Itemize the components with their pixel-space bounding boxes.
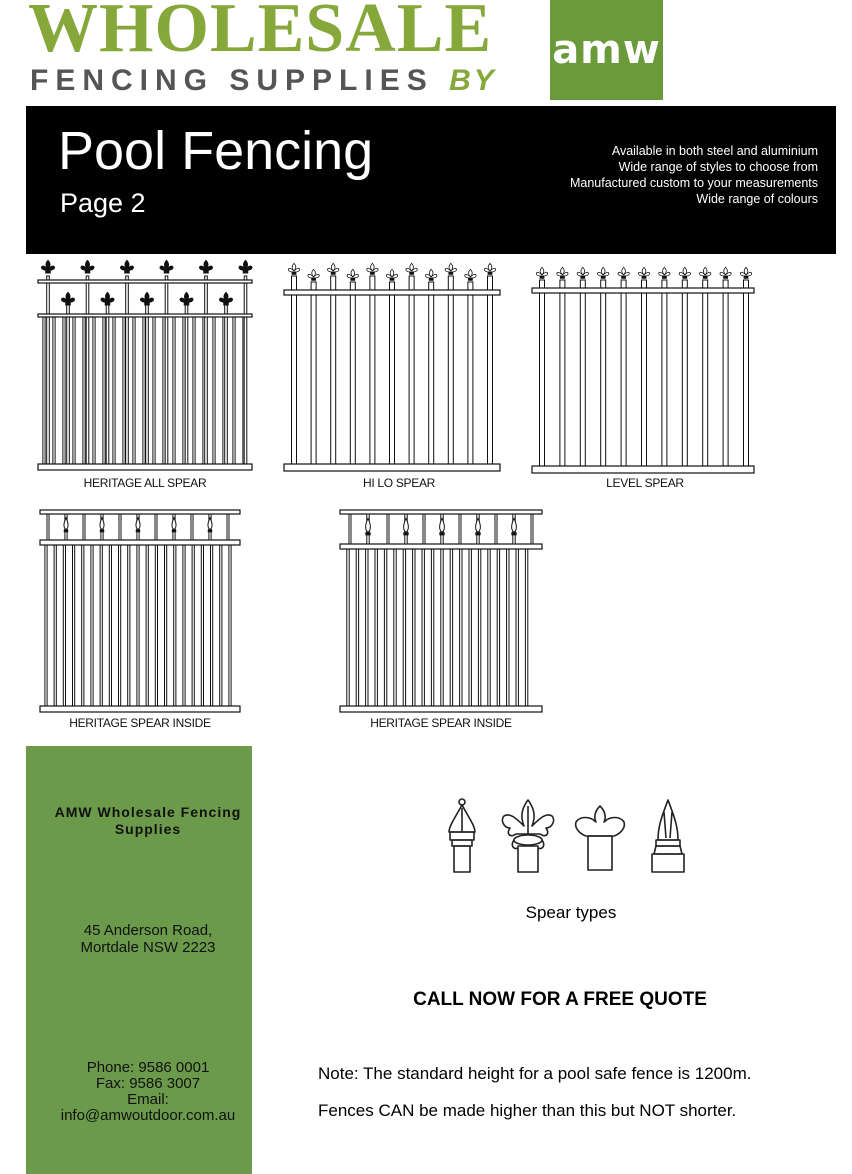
spear-collar (642, 276, 647, 279)
fence-picket (109, 542, 111, 710)
spear-collar (64, 530, 69, 533)
fence-picket (682, 280, 687, 470)
fence-rail (340, 544, 542, 549)
spear-collar (580, 276, 585, 279)
fence-heritage-spear-inside-drawing (38, 506, 242, 714)
fence-picket (531, 514, 533, 544)
spear-head-icon (557, 267, 568, 276)
fence-picket (47, 514, 49, 540)
fence-picket (73, 542, 75, 710)
spear-head-icon (618, 267, 629, 276)
spear-collar (723, 276, 728, 279)
fence-picket (621, 280, 626, 470)
spear-collar (184, 302, 190, 305)
trefoil-spear-icon (576, 806, 625, 870)
fence-picket (349, 514, 351, 544)
spear-head-icon (140, 292, 153, 302)
fence-picket (86, 276, 89, 468)
fence-picket (123, 314, 125, 468)
spear-head-icon (41, 260, 54, 270)
spear-head-icon (465, 269, 476, 278)
fence-rail (40, 706, 240, 712)
spear-collar (370, 272, 375, 275)
fence-picket (507, 546, 509, 710)
fence-picket (225, 304, 228, 468)
spear-head-icon (577, 267, 588, 276)
spear-head-icon (219, 292, 232, 302)
fence-picket (495, 514, 497, 544)
company-address (40, 922, 256, 956)
fence-picket (384, 546, 386, 710)
spear-collar (203, 270, 209, 273)
fence-picket (126, 276, 129, 468)
spear-collar (744, 276, 749, 279)
spear-collar (223, 302, 229, 305)
fence-picket (229, 542, 231, 710)
page-subtitle: Page 2 (60, 188, 146, 218)
fence-picket (347, 546, 349, 710)
fence-picket (403, 546, 405, 710)
fence-hi-lo-spear-drawing (282, 262, 504, 474)
spear-types-illustration (440, 798, 700, 882)
fence-caption: HERITAGE ALL SPEAR (83, 476, 207, 490)
fence-picket (119, 542, 121, 710)
logo-by-label: BY (449, 64, 497, 97)
fence-picket (441, 546, 443, 710)
fax-number: Fax: 9586 3007 (95, 1075, 201, 1092)
spear-head-icon (700, 267, 711, 276)
spear-collar (488, 272, 493, 275)
fence-picket (387, 514, 389, 544)
spear-collar (243, 270, 249, 273)
fence-picket (662, 280, 667, 470)
company-name: AMW Wholesale Fencing Supplies (54, 804, 242, 837)
height-note: Fences CAN be made higher than this but NOT shorter. (318, 1101, 737, 1120)
spear-head-icon (638, 267, 649, 276)
fence-picket (390, 282, 395, 468)
fence-picket (488, 546, 490, 710)
spear-collar (124, 270, 130, 273)
fence-picket (375, 546, 377, 710)
fence-picket (93, 314, 95, 468)
spear-head-icon (406, 263, 417, 272)
fence-picket (233, 314, 235, 468)
spear-collar (468, 278, 473, 281)
fence-level-spear-drawing (530, 264, 758, 476)
spear-collar (621, 276, 626, 279)
fence-rail (38, 314, 252, 317)
fence-picket (370, 276, 375, 468)
page-title: Pool Fencing (58, 121, 374, 181)
fence-rail (284, 464, 500, 471)
fence-rail (40, 540, 240, 545)
spear-head-icon (386, 269, 397, 278)
spear-head-icon (740, 267, 751, 276)
fence-rail (340, 706, 542, 712)
call-to-action: CALL NOW FOR A FREE QUOTE (413, 989, 707, 1010)
spear-collar (682, 276, 687, 279)
fence-picket (100, 542, 102, 710)
spear-collar (511, 532, 516, 535)
fence-picket (703, 280, 708, 470)
amw-logo-badge (550, 0, 663, 100)
fence-picket (244, 276, 247, 468)
spear-head-icon (679, 267, 690, 276)
fence-picket (469, 546, 471, 710)
address-line: Mortdale NSW 2223 (80, 939, 216, 956)
feature-item: Wide range of colours (696, 192, 818, 206)
fleur-de-lis-spear-icon (502, 800, 553, 872)
feature-list (570, 143, 818, 207)
fence-picket (220, 542, 222, 710)
fence-picket (146, 542, 148, 710)
spear-collar (390, 278, 395, 281)
spear-collar (105, 302, 111, 305)
phone-number: Phone: 9586 0001 (86, 1059, 210, 1076)
fence-picket (478, 546, 480, 710)
spear-collar (100, 530, 105, 533)
fence-picket (67, 304, 70, 468)
fence-picket (205, 276, 208, 468)
spear-head-icon (659, 267, 670, 276)
spear-collar (331, 272, 336, 275)
spear-collar (292, 272, 297, 275)
fence-picket (63, 542, 65, 710)
spear-collar (403, 532, 408, 535)
fence-picket (429, 282, 434, 468)
spear-collar (172, 530, 177, 533)
spear-collar (65, 302, 71, 305)
spear-head-icon (598, 267, 609, 276)
spear-collar (45, 270, 51, 273)
spear-head-icon (160, 260, 173, 270)
fence-picket (723, 280, 728, 470)
fence-picket (45, 542, 47, 710)
fence-picket (155, 514, 157, 540)
spear-collar (144, 302, 150, 305)
height-note: Note: The standard height for a pool safe fence is 1200m. (318, 1064, 752, 1083)
spear-collar (475, 532, 480, 535)
fence-caption: HERITAGE SPEAR INSIDE (69, 716, 211, 730)
fence-picket (82, 542, 84, 710)
fence-picket (201, 542, 203, 710)
spear-head-icon (536, 267, 547, 276)
fence-picket (460, 546, 462, 710)
fence-picket (540, 280, 545, 470)
fence-picket (137, 542, 139, 710)
fence-picket (191, 514, 193, 540)
fence-picket (192, 542, 194, 710)
fence-picket (744, 280, 749, 470)
amw-logo-text: amw (552, 27, 661, 73)
fence-picket (54, 542, 56, 710)
fence-picket (497, 546, 499, 710)
fence-picket (146, 304, 149, 468)
fence-picket (153, 314, 155, 468)
fence-picket (43, 314, 45, 468)
fence-picket (356, 546, 358, 710)
fence-rail (532, 288, 754, 293)
spear-head-icon (199, 260, 212, 270)
fence-picket (173, 314, 175, 468)
fence-caption: HERITAGE SPEAR INSIDE (370, 716, 512, 730)
spear-head-icon (720, 267, 731, 276)
contact-details (40, 1060, 256, 1124)
fence-rail (284, 290, 500, 295)
spear-collar (703, 276, 708, 279)
fence-picket (174, 542, 176, 710)
spear-head-icon (445, 263, 456, 272)
spear-collar (540, 276, 545, 279)
fence-picket (63, 314, 65, 468)
fence-picket (601, 280, 606, 470)
spear-collar (85, 270, 91, 273)
spear-tall-icon (652, 800, 684, 872)
fence-picket (128, 542, 130, 710)
fence-picket (155, 542, 157, 710)
spear-collar (662, 276, 667, 279)
fence-picket (53, 314, 55, 468)
fence-picket (311, 282, 316, 468)
fence-picket (350, 282, 355, 468)
address-line: 45 Anderson Road, (83, 922, 213, 939)
logo-fencing-label: FENCING SUPPLIES (30, 64, 434, 97)
fence-rail (38, 464, 252, 470)
fence-picket (448, 276, 453, 468)
fence-picket (394, 546, 396, 710)
fence-picket (193, 314, 195, 468)
spear-collar (439, 532, 444, 535)
logo-fencing-supplies-text (30, 66, 497, 96)
fence-picket (165, 276, 168, 468)
spear-collar (136, 530, 141, 533)
fence-picket (580, 280, 585, 470)
fence-picket (185, 304, 188, 468)
spear-head-icon (239, 260, 252, 270)
spear-collar (350, 278, 355, 281)
spear-collar (208, 530, 213, 533)
fence-picket (431, 546, 433, 710)
logo-wholesale-text: WHOLESALE (28, 0, 493, 67)
fence-picket (560, 280, 565, 470)
fence-picket (106, 304, 109, 468)
spear-collar (311, 278, 316, 281)
spear-collar (365, 532, 370, 535)
fence-rail (532, 466, 754, 473)
fence-picket (113, 314, 115, 468)
spear-head-icon (180, 292, 193, 302)
spear-head-icon (484, 263, 495, 272)
fence-caption: LEVEL SPEAR (606, 476, 684, 490)
feature-item: Available in both steel and aluminium (611, 144, 818, 158)
fence-picket (525, 546, 527, 710)
spear-head-icon (328, 263, 339, 272)
fence-picket (227, 514, 229, 540)
fence-picket (642, 280, 647, 470)
fence-picket (366, 546, 368, 710)
fence-picket (422, 546, 424, 710)
spear-head-icon (347, 269, 358, 278)
fence-picket (119, 514, 121, 540)
fence-picket (47, 276, 50, 468)
spear-collar (560, 276, 565, 279)
spear-head-icon (81, 260, 94, 270)
fence-picket (292, 276, 297, 468)
spear-head-icon (120, 260, 133, 270)
fence-picket (213, 314, 215, 468)
spear-head-icon (288, 263, 299, 272)
fence-picket (459, 514, 461, 544)
spear-collar (164, 270, 170, 273)
fence-picket (409, 276, 414, 468)
email-label: Email: (127, 1091, 169, 1108)
spear-head-icon (308, 269, 319, 278)
spear-collar (448, 272, 453, 275)
fence-picket (83, 514, 85, 540)
fence-picket (211, 542, 213, 710)
spear-pointed-icon (449, 799, 475, 872)
fence-picket (83, 314, 85, 468)
spear-head-icon (367, 263, 378, 272)
fence-picket (133, 314, 135, 468)
fence-picket (413, 546, 415, 710)
fence-heritage-all-spear-drawing (34, 258, 256, 476)
fence-picket (103, 314, 105, 468)
fence-picket (73, 314, 75, 468)
fence-picket (468, 282, 473, 468)
email-address: info@amwoutdoor.com.au (60, 1107, 236, 1124)
fence-picket (516, 546, 518, 710)
fence-picket (143, 314, 145, 468)
fence-caption: HI LO SPEAR (362, 476, 436, 490)
fence-picket (423, 514, 425, 544)
fence-picket (450, 546, 452, 710)
feature-item: Wide range of styles to choose from (618, 160, 818, 174)
spear-collar (601, 276, 606, 279)
fence-heritage-spear-inside-drawing (338, 506, 544, 714)
fence-picket (488, 276, 493, 468)
fence-picket (331, 276, 336, 468)
fence-picket (91, 542, 93, 710)
spear-head-icon (61, 292, 74, 302)
fence-rail (40, 510, 240, 514)
spear-collar (409, 272, 414, 275)
spear-head-icon (101, 292, 114, 302)
spear-head-icon (426, 269, 437, 278)
spear-types-label: Spear types (525, 903, 617, 922)
fence-rail (340, 510, 542, 514)
fence-picket (165, 542, 167, 710)
feature-item: Manufactured custom to your measurements (569, 176, 818, 190)
spear-collar (429, 278, 434, 281)
fence-rail (38, 280, 252, 283)
fence-picket (183, 542, 185, 710)
